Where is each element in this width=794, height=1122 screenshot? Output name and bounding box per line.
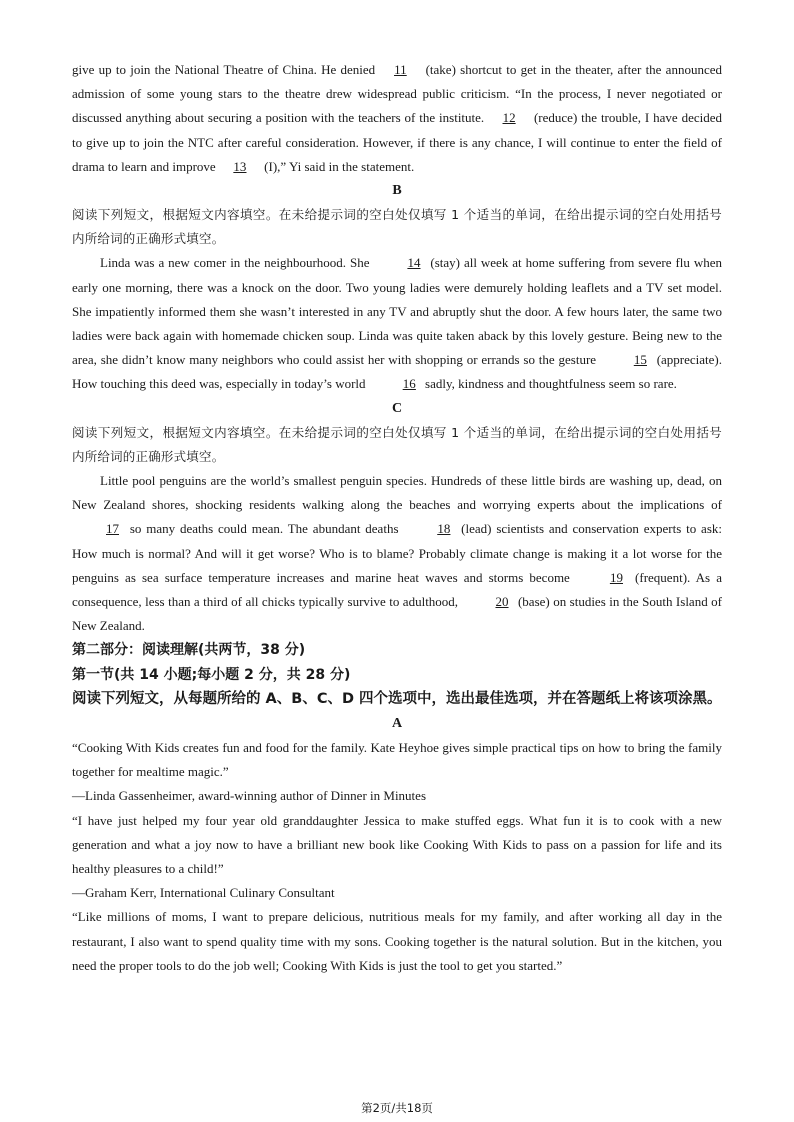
passage-b (72, 251, 722, 396)
text-run: (lead) scientists and conservation experts to ask: How much is normal? And will it get worse? Who is to blame? Probably climate change is making it a lot worse for the penguins as sea surface temperature increases and marine heat waves and storms become (72, 521, 722, 585)
text-run: (frequent). As a consequence, less than a third of all chicks typically survive to adulthood, (72, 569, 722, 610)
blank-number: 18 (437, 521, 451, 537)
blank-number: 16 (402, 376, 416, 392)
blank-19[interactable] (576, 566, 629, 590)
quote-2: “I have just helped my four year old granddaughter Jessica to make stuffed eggs. What fun it is to cook with a new generation and what a joy now to have a brilliant new book like Cooking With Kids to pass on a passion for life and its healthy pleasures to a child!” (72, 812, 722, 876)
section-b-instruction: 阅读下列短文，根据短文内容填空。在未给提示词的空白处仅填写 1 个适当的单词，在给出提示词的空白处用括号内所给词的正确形式填空。 (72, 207, 722, 247)
passage-a-tail (72, 58, 722, 179)
part-two-instruction: 阅读下列短文，从每题所给的 A、B、C、D 四个选项中，选出最佳选项，并在答题纸上将该项涂黑。 (72, 691, 722, 708)
text-run: sadly, kindness and thoughtfulness seem so rare. (421, 376, 677, 392)
blank-number: 14 (407, 255, 421, 271)
attribution-1: —Linda Gassenheimer, award-winning author of Dinner in Minutes (72, 788, 427, 804)
blank-20[interactable] (462, 590, 515, 614)
passage-c (72, 469, 722, 638)
blank-number: 12 (502, 110, 516, 126)
blank-number: 13 (233, 158, 247, 174)
text-run: (base) on studies in the South Island of New Zealand. (72, 594, 722, 634)
blank-number: 17 (106, 521, 119, 537)
blank-14[interactable] (373, 251, 426, 275)
text-run: Linda was a new comer in the neighbourhood. She (100, 255, 374, 271)
blank-18[interactable] (403, 517, 456, 541)
text-run: (I),” Yi said in the statement. (260, 158, 415, 174)
blank-15[interactable] (600, 348, 653, 372)
part-two-section-title: 第一节(共 14 小题;每小题 2 分，共 28 分) (72, 666, 351, 683)
blank-number: 20 (495, 594, 509, 610)
section-c-heading: C (391, 400, 403, 416)
text-run: (stay) all week at home suffering from severe flu when early one morning, there was a knock on the door. Two young ladies were demurely holding leaflets and a TV set model. She impatiently informed them she wasn’t interested in any TV and abruptly shut the door. A few hours later, the same two ladies were back again with homemade chicken soup. Linda was quite taken aback by this lovely gesture. Being new to the area, she didn’t know many neighbors who could assist her with shopping or errands so the gesture (72, 255, 722, 368)
quote-3: “Like millions of moms, I want to prepare delicious, nutritious meals for my family, and after working all day in the restaurant, I also want to spend quality time with my sons. Cooking together is the natural solution. But in the kitchen, you need the proper tools to do the job well; Cooking With Kids is just the tool to get you started.” (72, 909, 722, 973)
text-run: (reduce) the trouble, I have decided to give up to join the NTC after careful consideration. However, if there is any chance, I will continue to enter the field of drama to learn and improve (72, 110, 722, 174)
blank-number: 15 (633, 352, 647, 368)
text-run: Little pool penguins are the world’s smallest penguin species. Hundreds of these little birds are washing up, dead, on New Zealand shores, shocking residents walking along the beaches and worrying experts about the implications of (72, 473, 722, 513)
document-page (72, 58, 722, 978)
section-c-instruction: 阅读下列短文，根据短文内容填空。在未给提示词的空白处仅填写 1 个适当的单词，在给出提示词的空白处用括号内所给词的正确形式填空。 (72, 424, 722, 464)
blank-11[interactable] (379, 58, 421, 82)
text-run: so many deaths could mean. The abundant deaths (125, 521, 404, 537)
blank-number: 19 (609, 569, 623, 585)
reading-a-heading: A (391, 715, 403, 731)
blank-12[interactable] (488, 106, 530, 130)
section-b-heading: B (392, 183, 402, 199)
blank-number: 11 (394, 62, 407, 77)
attribution-2: —Graham Kerr, International Culinary Consultant (72, 885, 335, 901)
part-two-title: 第二部分：阅读理解(共两节，38 分) (72, 642, 306, 659)
blank-17[interactable] (72, 517, 125, 541)
quote-1: “Cooking With Kids creates fun and food for the family. Kate Heyhoe gives simple practical tips on how to bring the family together for mealtime magic.” (72, 739, 722, 780)
page-footer: 第2页/共18页 (361, 1101, 433, 1115)
text-run: give up to join the National Theatre of China. He denied (72, 62, 380, 77)
text-run: (take) shortcut to get in the theater, after the announced admission of some young stars to the theatre drew widespread public criticism. “In the process, I never negotiated or discussed anything about securing a position with the teachers of the institute. (72, 62, 722, 126)
text-run: (appreciate). How touching this deed was, especially in today’s world (72, 352, 723, 392)
blank-13[interactable] (219, 155, 261, 179)
blank-16[interactable] (369, 372, 422, 396)
